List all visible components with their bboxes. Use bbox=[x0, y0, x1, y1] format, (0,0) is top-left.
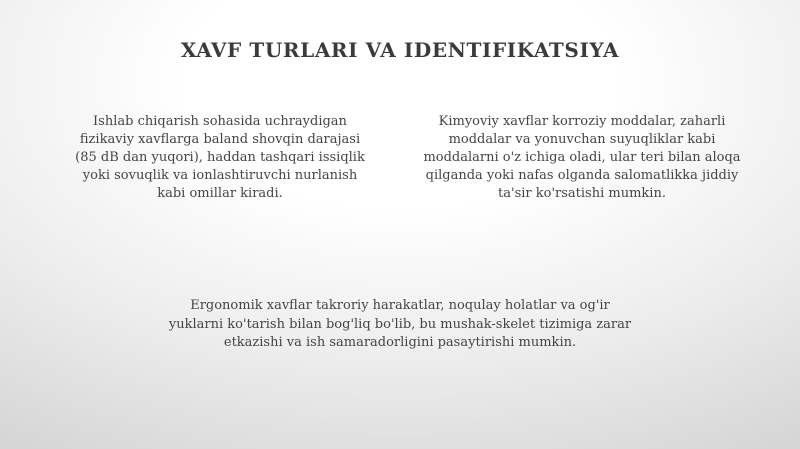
paragraph-line: fizikaviy xavflarga baland shovqin darajasi bbox=[79, 132, 361, 147]
paragraph-line: etkazishi va ish samaradorligini pasaytirishi mumkin. bbox=[223, 335, 577, 350]
paragraph-line: yoki sovuqlik va ionlashtiruvchi nurlanish bbox=[82, 168, 358, 183]
paragraph-line: Kimyoviy xavflar korroziy moddalar, zaharli bbox=[438, 114, 726, 129]
paragraph-line: Ergonomik xavflar takroriy harakatlar, noqulay holatlar va og'ir bbox=[190, 298, 610, 313]
paragraph-line: ta'sir ko'rsatishi mumkin. bbox=[498, 186, 666, 201]
paragraph-line: qilganda yoki nafas olganda salomatlikka jiddiy bbox=[425, 168, 739, 183]
paragraph-line: (85 dB dan yuqori), haddan tashqari issiqlik bbox=[75, 150, 365, 165]
physical-hazards-paragraph bbox=[30, 113, 410, 203]
paragraph-line: Ishlab chiqarish sohasida uchraydigan bbox=[93, 114, 347, 129]
ergonomic-hazards-paragraph bbox=[100, 297, 700, 353]
paragraph-line: moddalarni o'z ichiga oladi, ular teri bilan aloqa bbox=[423, 150, 741, 165]
paragraph-line: kabi omillar kiradi. bbox=[157, 186, 283, 201]
slide-title: XAVF TURLARI VA IDENTIFIKATSIYA bbox=[180, 38, 620, 62]
chemical-hazards-paragraph bbox=[390, 113, 774, 203]
paragraph-line: moddalar va yonuvchan suyuqliklar kabi bbox=[448, 132, 716, 147]
paragraph-line: yuklarni ko'tarish bilan bog'liq bo'lib, bu mushak-skelet tizimiga zarar bbox=[168, 316, 632, 332]
